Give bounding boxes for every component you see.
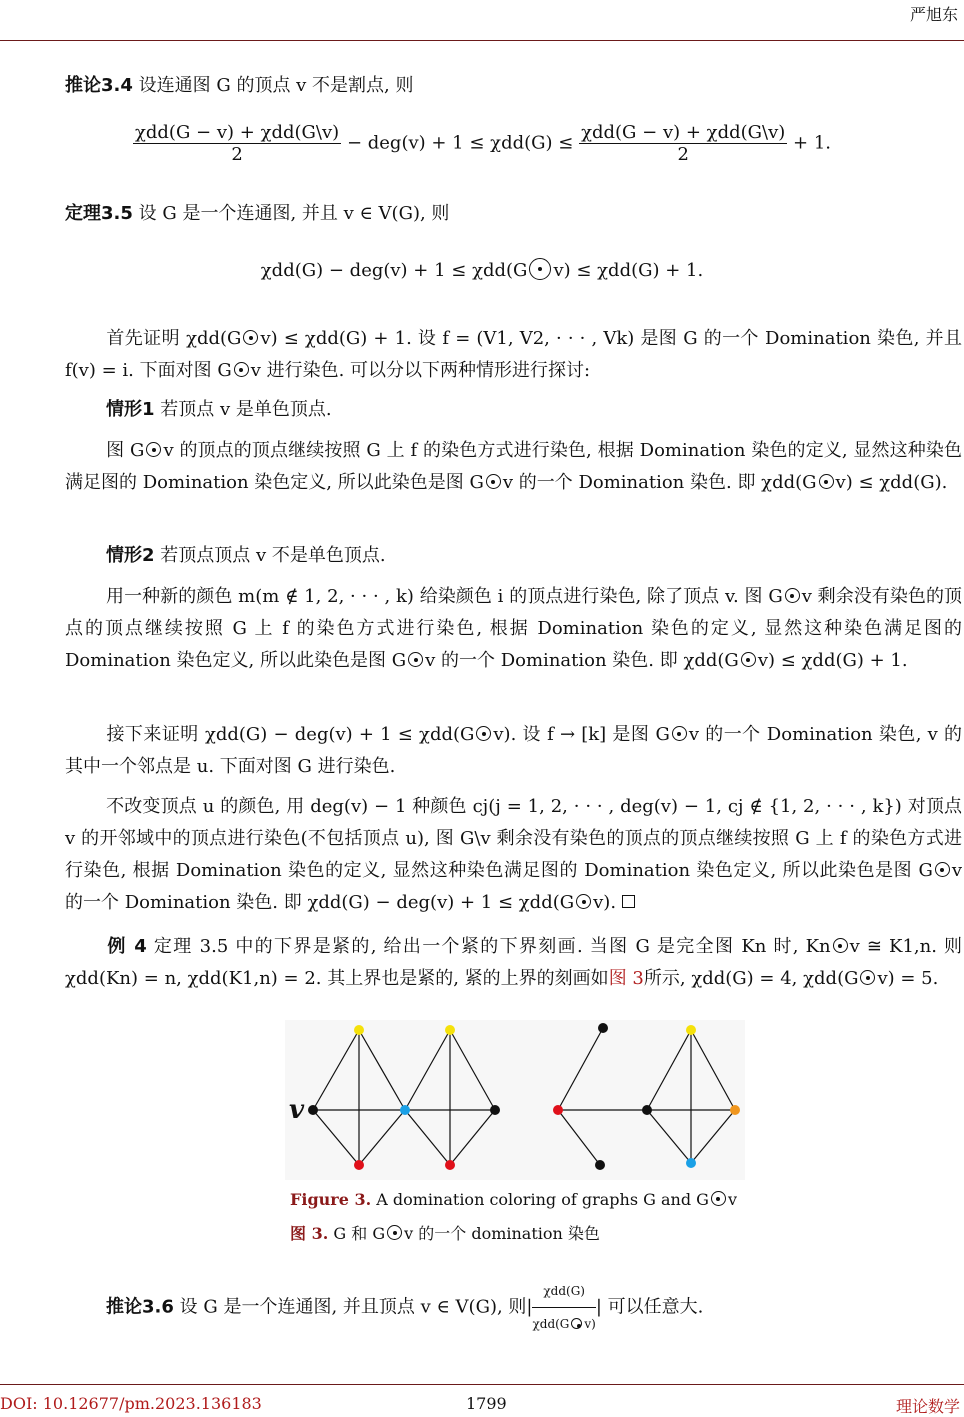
vertex <box>445 1160 455 1170</box>
corollary-3-4-formula <box>0 122 964 165</box>
formula-middle: − deg(v) + 1 ≤ χdd(G) ≤ <box>346 132 574 154</box>
odot-operator-icon <box>146 442 161 457</box>
caption-label: 图 3. <box>290 1224 329 1243</box>
example-label: 例 4 <box>106 936 147 957</box>
odot-operator-icon <box>819 474 834 489</box>
text-run: v) ≤ χdd(G). <box>835 472 948 493</box>
corollary-3-6 <box>65 1275 962 1340</box>
text-run: v 剩余没有染色的顶点的顶点继续按照 G 上 f 的染色方式进行染色, 根据 Domination 染色的定义, 显然这种染色满足图的 Domination 染色定义, 所以此染色是图 G <box>65 586 962 671</box>
vertex <box>686 1158 696 1168</box>
ratio-fraction <box>532 1275 595 1340</box>
odot-operator-icon <box>576 894 591 909</box>
vertex <box>598 1023 608 1033</box>
odot-operator-icon <box>243 330 258 345</box>
formula-right: v) ≤ χdd(G) + 1. <box>553 260 704 281</box>
text-run: v) ≤ χdd(G) + 1. 设 f = (V1, V2, · · · , Vk) 是图 G 的一个 Domination 染色, 并且f(v) = i. 下面对图 G <box>65 328 962 381</box>
paragraph-lower-bound-proof <box>65 791 962 919</box>
text-run: v 的一个 Domination 染色. 即 χdd(G <box>425 650 739 671</box>
footer-rule <box>0 1384 964 1385</box>
formula-end: + 1. <box>793 132 832 154</box>
vertex <box>642 1105 652 1115</box>
odot-operator-icon <box>571 1318 582 1329</box>
odot-operator-icon <box>529 258 551 280</box>
vertex-label-v: v <box>289 1095 305 1125</box>
fraction-numerator: χdd(G) <box>532 1275 595 1308</box>
paragraph-case-1 <box>65 435 962 499</box>
paragraph-lower-bound <box>65 719 962 783</box>
text-run: 首先证明 χdd(G <box>106 328 242 349</box>
vertex <box>553 1105 563 1115</box>
text-run: v 的一个 Domination 染色, v 的其中一个邻点是 u. 下面对图 G 进行染色. <box>65 724 962 777</box>
formula-left: χdd(G) − deg(v) + 1 ≤ χdd(G <box>260 260 528 281</box>
odot-operator-icon <box>833 938 848 953</box>
figure-caption-en <box>290 1190 737 1209</box>
header-rule <box>0 40 964 41</box>
text-run: 所示, χdd(G) = 4, χdd(G <box>643 968 859 989</box>
case-text: 若顶点顶点 v 不是单色顶点. <box>160 545 386 566</box>
vertex <box>445 1025 455 1035</box>
text-run: 不改变顶点 u 的颜色, 用 deg(v) − 1 种颜色 cj(j = 1, 2, · · · , deg(v) − 1, cj ∉ {1, 2, · · · , k}) 对顶点 v 的开邻域中的顶点进行染色(不包括顶点 u), 图 G\v 剩余没有染色的顶点的顶点继续按照 G 上 f 的染色方式进行染色, 根据 Domination 染色的定义, 显然这种染色满足图的 Domination 染色定义, 所以此染色是图 G <box>65 796 962 881</box>
caption-label: Figure 3. <box>290 1190 372 1209</box>
vertex <box>308 1105 318 1115</box>
caption-text: A domination coloring of graphs G and G <box>376 1190 709 1209</box>
vertex <box>686 1025 696 1035</box>
caption-text: v 的一个 domination 染色 <box>404 1224 600 1243</box>
footer-journal-link[interactable]: 理论数学 <box>895 1397 960 1416</box>
figure-background <box>285 1020 745 1180</box>
paragraph-case-2 <box>65 581 962 677</box>
text-run: 定理 3.5 中的下界是紧的, 给出一个紧的下界刻画. 当图 G 是完全图 Kn 时, Kn <box>153 936 831 957</box>
case-1 <box>65 394 962 426</box>
corollary-3-4 <box>65 70 962 102</box>
formula-denominator: 2 <box>231 144 243 165</box>
case-label: 情形1 <box>106 399 155 420</box>
formula-denominator: 2 <box>677 144 689 165</box>
case-text: 若顶点 v 是单色顶点. <box>160 399 332 420</box>
corollary-label: 推论3.6 <box>106 1296 174 1318</box>
odot-operator-icon <box>741 652 756 667</box>
odot-operator-icon <box>234 362 249 377</box>
vertex <box>354 1025 364 1035</box>
odot-operator-icon <box>486 474 501 489</box>
example-4 <box>65 931 962 995</box>
theorem-3-5-formula <box>0 258 964 281</box>
caption-text: v <box>727 1190 737 1209</box>
vertex <box>490 1105 500 1115</box>
text-run: 接下来证明 χdd(G) − deg(v) + 1 ≤ χdd(G <box>106 724 475 745</box>
theorem-label: 定理3.5 <box>65 203 133 224</box>
text-run: v). <box>593 892 617 913</box>
text-run: v) ≤ χdd(G) + 1. <box>757 650 908 671</box>
vertex <box>595 1160 605 1170</box>
formula-numerator: χdd(G − v) + χdd(G\v) <box>134 122 340 143</box>
corollary-text: 设连通图 G 的顶点 v 不是割点, 则 <box>138 75 414 96</box>
header-author: 严旭东 <box>909 5 958 24</box>
odot-operator-icon <box>785 588 800 603</box>
caption-text: G 和 G <box>333 1224 386 1243</box>
vertex <box>354 1160 364 1170</box>
odot-operator-icon <box>476 726 491 741</box>
footer-page-number: 1799 <box>466 1394 507 1413</box>
odot-operator-icon <box>935 862 950 877</box>
fraction-denominator: v) <box>584 1317 596 1331</box>
text-run: v 的一个 Domination 染色. 即 χdd(G) − deg(v) + 1 ≤ χdd(G <box>65 860 962 913</box>
odot-operator-icon <box>387 1225 402 1240</box>
text-run: v). 设 f → [k] 是图 G <box>493 724 670 745</box>
text-run: v 进行染色. 可以分以下两种情形进行探讨: <box>250 360 591 381</box>
case-label: 情形2 <box>106 545 155 566</box>
text-run: v 的一个 Domination 染色. 即 χdd(G <box>502 472 817 493</box>
formula-numerator: χdd(G − v) + χdd(G\v) <box>581 122 786 143</box>
theorem-text: 设 G 是一个连通图, 并且 v ∈ V(G), 则 <box>138 203 450 224</box>
vertex <box>730 1105 740 1115</box>
corollary-label: 推论3.4 <box>65 75 133 96</box>
vertex <box>400 1105 410 1115</box>
figure-reference-link[interactable]: 图 3 <box>608 968 644 989</box>
figure-3-graphs <box>285 1020 745 1180</box>
text-run: v ≅ K1,n. 则 χdd(Kn) = n, χdd(K1,n) = 2. 其上界也是紧的, 紧的上界的刻画如 <box>65 936 963 989</box>
case-2 <box>65 540 962 572</box>
qed-square-icon <box>622 895 635 908</box>
corollary-text: | 可以任意大. <box>595 1296 704 1318</box>
text-run: v) = 5. <box>877 968 939 989</box>
text-run: 图 G <box>106 440 145 461</box>
paragraph-proof-intro <box>65 323 962 387</box>
fraction-denominator: χdd(G <box>532 1317 570 1331</box>
odot-operator-icon <box>672 726 687 741</box>
odot-operator-icon <box>711 1191 726 1206</box>
footer-doi-link[interactable]: DOI: 10.12677/pm.2023.136183 <box>0 1394 262 1413</box>
corollary-text: 设 G 是一个连通图, 并且顶点 v ∈ V(G), 则| <box>179 1296 533 1318</box>
odot-operator-icon <box>860 970 875 985</box>
text-run: v 的顶点的顶点继续按照 G 上 f 的染色方式进行染色, 根据 Domination 染色的定义, 显然这种染色满足图的 Domination 染色定义, 所以此染色是图 G <box>65 440 962 493</box>
odot-operator-icon <box>408 652 423 667</box>
text-run: 用一种新的颜色 m(m ∉ 1, 2, · · · , k) 给染颜色 i 的顶点进行染色, 除了顶点 v. 图 G <box>106 586 783 607</box>
figure-caption-zh <box>290 1221 600 1244</box>
theorem-3-5 <box>65 198 962 230</box>
